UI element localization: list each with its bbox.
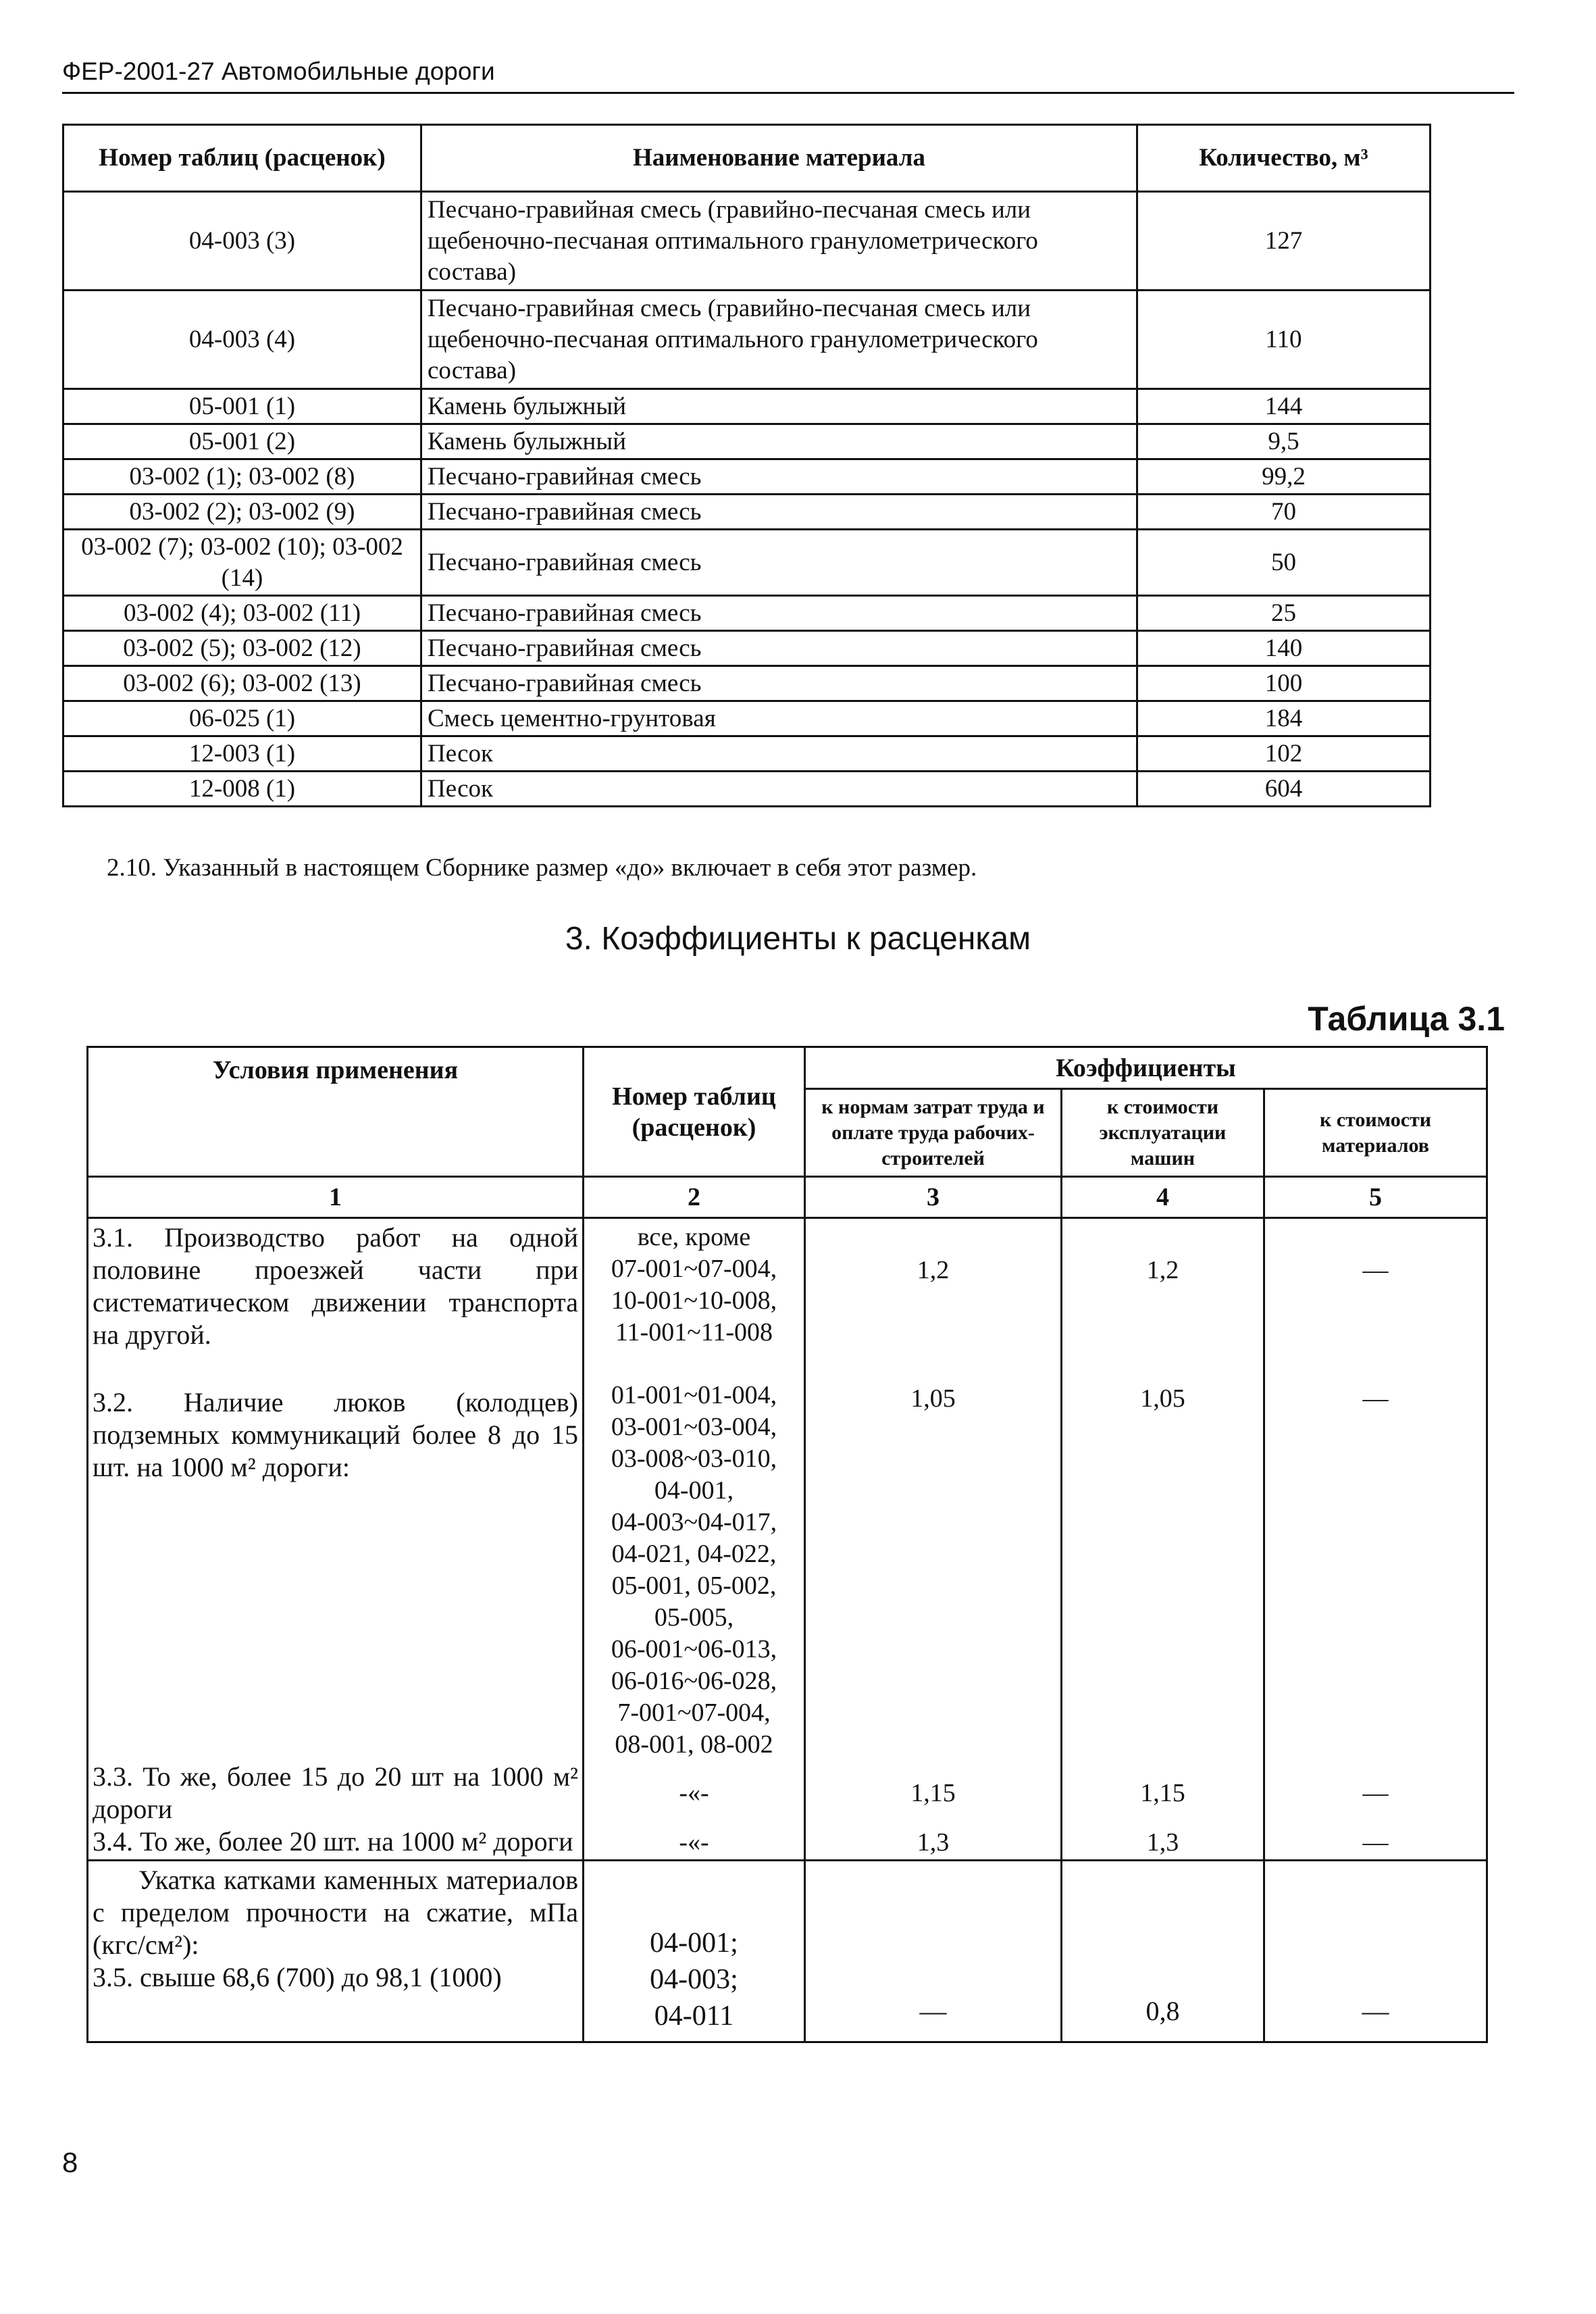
row-material: Песчано-гравийная смесь (гравийно-песчаная смесь или щебеночно-песчаная оптимального гранулометрического состава) <box>421 192 1137 291</box>
coef-machines: 1,05 <box>1140 1384 1185 1413</box>
header-table-numbers: Номер таблиц (расценок) <box>584 1047 805 1177</box>
coef-materials: — <box>1362 1256 1389 1284</box>
ref-line: 03-001~03-004, <box>611 1413 777 1441</box>
ref-line: 01-001~01-004, <box>611 1381 777 1409</box>
table-row <box>88 1861 1487 2042</box>
col-number: 2 <box>584 1177 805 1218</box>
ref-line: 06-016~06-028, <box>611 1667 777 1695</box>
table-row <box>63 596 1431 631</box>
condition-text: 3.2. Наличие люков (колодцев) подземных коммуникаций более 8 до 15 шт. на 1000 м² дороги: <box>93 1387 578 1482</box>
coef-machines: 1,2 <box>1146 1256 1179 1284</box>
row-material: Песчано-гравийная смесь <box>421 666 1137 701</box>
row-material: Песок <box>421 736 1137 772</box>
row-quantity: 110 <box>1137 291 1431 389</box>
header-title: ФЕР-2001-27 Автомобильные дороги <box>62 57 495 85</box>
ref-line: 7-001~07-004, <box>617 1699 771 1727</box>
row-material: Камень булыжный <box>421 389 1137 424</box>
row-material: Песок <box>421 772 1137 807</box>
row-numbers: 03-002 (6); 03-002 (13) <box>63 666 421 701</box>
row-quantity: 70 <box>1137 495 1431 530</box>
ref-line: 03-008~03-010, <box>611 1444 777 1473</box>
column-number-row <box>88 1177 1487 1218</box>
coef-materials: — <box>1264 1826 1487 1861</box>
coef-machines: 0,8 <box>1062 1861 1264 2042</box>
table-row <box>88 1826 1487 1861</box>
coef-materials: — <box>1264 1761 1487 1826</box>
header-machines: к стоимости эксплуатации машин <box>1062 1089 1264 1177</box>
coef-labor: 1,3 <box>805 1826 1062 1861</box>
ref-line: 04-001; <box>650 1928 738 1959</box>
coefficients-table <box>86 1046 1488 2043</box>
ref-line: 04-011 <box>654 2001 734 2032</box>
row-quantity: 25 <box>1137 596 1431 631</box>
table-row <box>63 772 1431 807</box>
ref-line: 06-001~06-013, <box>611 1635 777 1663</box>
row-material: Песчано-гравийная смесь (гравийно-песчаная смесь или щебеночно-песчаная оптимального гранулометрического состава) <box>421 291 1137 389</box>
row-quantity: 604 <box>1137 772 1431 807</box>
row-numbers: 12-003 (1) <box>63 736 421 772</box>
table-row <box>63 389 1431 424</box>
row-quantity: 9,5 <box>1137 424 1431 459</box>
row-numbers: 03-002 (7); 03-002 (10); 03-002 (14) <box>63 530 421 596</box>
materials-table <box>62 124 1431 807</box>
table-row <box>63 459 1431 495</box>
condition-text: 3.4. То же, более 20 шт. на 1000 м² дороги <box>93 1826 573 1857</box>
table-row <box>63 701 1431 736</box>
table-row <box>88 1761 1487 1826</box>
running-header <box>62 57 1514 94</box>
row-material: Песчано-гравийная смесь <box>421 596 1137 631</box>
row-numbers: 03-002 (4); 03-002 (11) <box>63 596 421 631</box>
table-label: Таблица 3.1 <box>1308 1000 1505 1038</box>
condition-intro: Укатка катками каменных материалов с пределом прочности на сжатие, мПа (кгс/см²): <box>93 1865 578 1960</box>
ref-line: 04-021, 04-022, <box>611 1540 777 1568</box>
paragraph-note: 2.10. Указанный в настоящем Сборнике размер «до» включает в себя этот размер. <box>107 854 977 882</box>
condition-text: 3.3. То же, более 15 до 20 шт на 1000 м² дороги <box>93 1761 578 1824</box>
row-quantity: 184 <box>1137 701 1431 736</box>
table-row <box>63 192 1431 291</box>
header-coefficients: Коэффициенты <box>805 1047 1487 1089</box>
row-numbers: 03-002 (2); 03-002 (9) <box>63 495 421 530</box>
header-labor: к нормам затрат труда и оплате труда рабочих-строителей <box>805 1089 1062 1177</box>
header-materials: к стоимости материалов <box>1264 1089 1487 1177</box>
ref-line: 11-001~11-008 <box>615 1318 773 1347</box>
row-numbers: 04-003 (4) <box>63 291 421 389</box>
row-material: Смесь цементно-грунтовая <box>421 701 1137 736</box>
condition-text: 3.5. свыше 68,6 (700) до 98,1 (1000) <box>93 1962 502 1992</box>
header-conditions: Условия применения <box>88 1047 584 1177</box>
table-row <box>88 1218 1487 1761</box>
coef-machines: 1,3 <box>1062 1826 1264 1861</box>
materials-table-header <box>63 125 1431 192</box>
coef-labor: — <box>805 1861 1062 2042</box>
col-number: 5 <box>1264 1177 1487 1218</box>
coef-machines: 1,15 <box>1062 1761 1264 1826</box>
col-number: 4 <box>1062 1177 1264 1218</box>
row-material: Песчано-гравийная смесь <box>421 530 1137 596</box>
table-row <box>63 291 1431 389</box>
row-material: Песчано-гравийная смесь <box>421 459 1137 495</box>
col-number: 1 <box>88 1177 584 1218</box>
row-quantity: 100 <box>1137 666 1431 701</box>
row-numbers: 05-001 (1) <box>63 389 421 424</box>
ref-line: 05-001, 05-002, <box>611 1571 777 1600</box>
row-quantity: 140 <box>1137 631 1431 666</box>
row-material: Песчано-гравийная смесь <box>421 495 1137 530</box>
header-quantity: Количество, м³ <box>1137 125 1431 192</box>
row-quantity: 99,2 <box>1137 459 1431 495</box>
ref-line: 07-001~07-004, <box>611 1255 777 1283</box>
coef-labor: 1,05 <box>910 1384 956 1413</box>
table-row <box>63 530 1431 596</box>
ref-line: 04-003~04-017, <box>611 1508 777 1536</box>
ref-same: -«- <box>584 1826 805 1861</box>
coefficients-header-row <box>88 1047 1487 1089</box>
table-row <box>63 666 1431 701</box>
table-row <box>63 424 1431 459</box>
table-row <box>63 736 1431 772</box>
row-material: Песчано-гравийная смесь <box>421 631 1137 666</box>
ref-line: 10-001~10-008, <box>611 1286 777 1315</box>
row-numbers: 05-001 (2) <box>63 424 421 459</box>
ref-line: 04-001, <box>654 1476 734 1505</box>
header-material-name: Наименование материала <box>421 125 1137 192</box>
col-number: 3 <box>805 1177 1062 1218</box>
row-quantity: 102 <box>1137 736 1431 772</box>
page-number: 8 <box>62 2146 78 2178</box>
ref-line: 04-003; <box>650 1964 738 1995</box>
ref-line: 05-005, <box>654 1603 734 1632</box>
row-quantity: 127 <box>1137 192 1431 291</box>
row-numbers: 12-008 (1) <box>63 772 421 807</box>
row-numbers: 03-002 (5); 03-002 (12) <box>63 631 421 666</box>
coef-materials: — <box>1362 1384 1389 1413</box>
table-row <box>63 495 1431 530</box>
coef-labor: 1,15 <box>805 1761 1062 1826</box>
coef-labor: 1,2 <box>917 1256 950 1284</box>
row-numbers: 03-002 (1); 03-002 (8) <box>63 459 421 495</box>
ref-same: -«- <box>584 1761 805 1826</box>
condition-text: 3.1. Производство работ на одной половине проезжей части при систематическом движении транспорта на другой. <box>93 1222 578 1350</box>
row-quantity: 144 <box>1137 389 1431 424</box>
row-numbers: 06-025 (1) <box>63 701 421 736</box>
section-title: 3. Коэффициенты к расценкам <box>565 921 1031 957</box>
coef-materials: — <box>1264 1861 1487 2042</box>
table-row <box>63 631 1431 666</box>
ref-line: 08-001, 08-002 <box>615 1730 773 1759</box>
header-table-numbers: Номер таблиц (расценок) <box>63 125 421 192</box>
ref-line: все, кроме <box>637 1223 751 1251</box>
row-quantity: 50 <box>1137 530 1431 596</box>
row-material: Камень булыжный <box>421 424 1137 459</box>
row-numbers: 04-003 (3) <box>63 192 421 291</box>
